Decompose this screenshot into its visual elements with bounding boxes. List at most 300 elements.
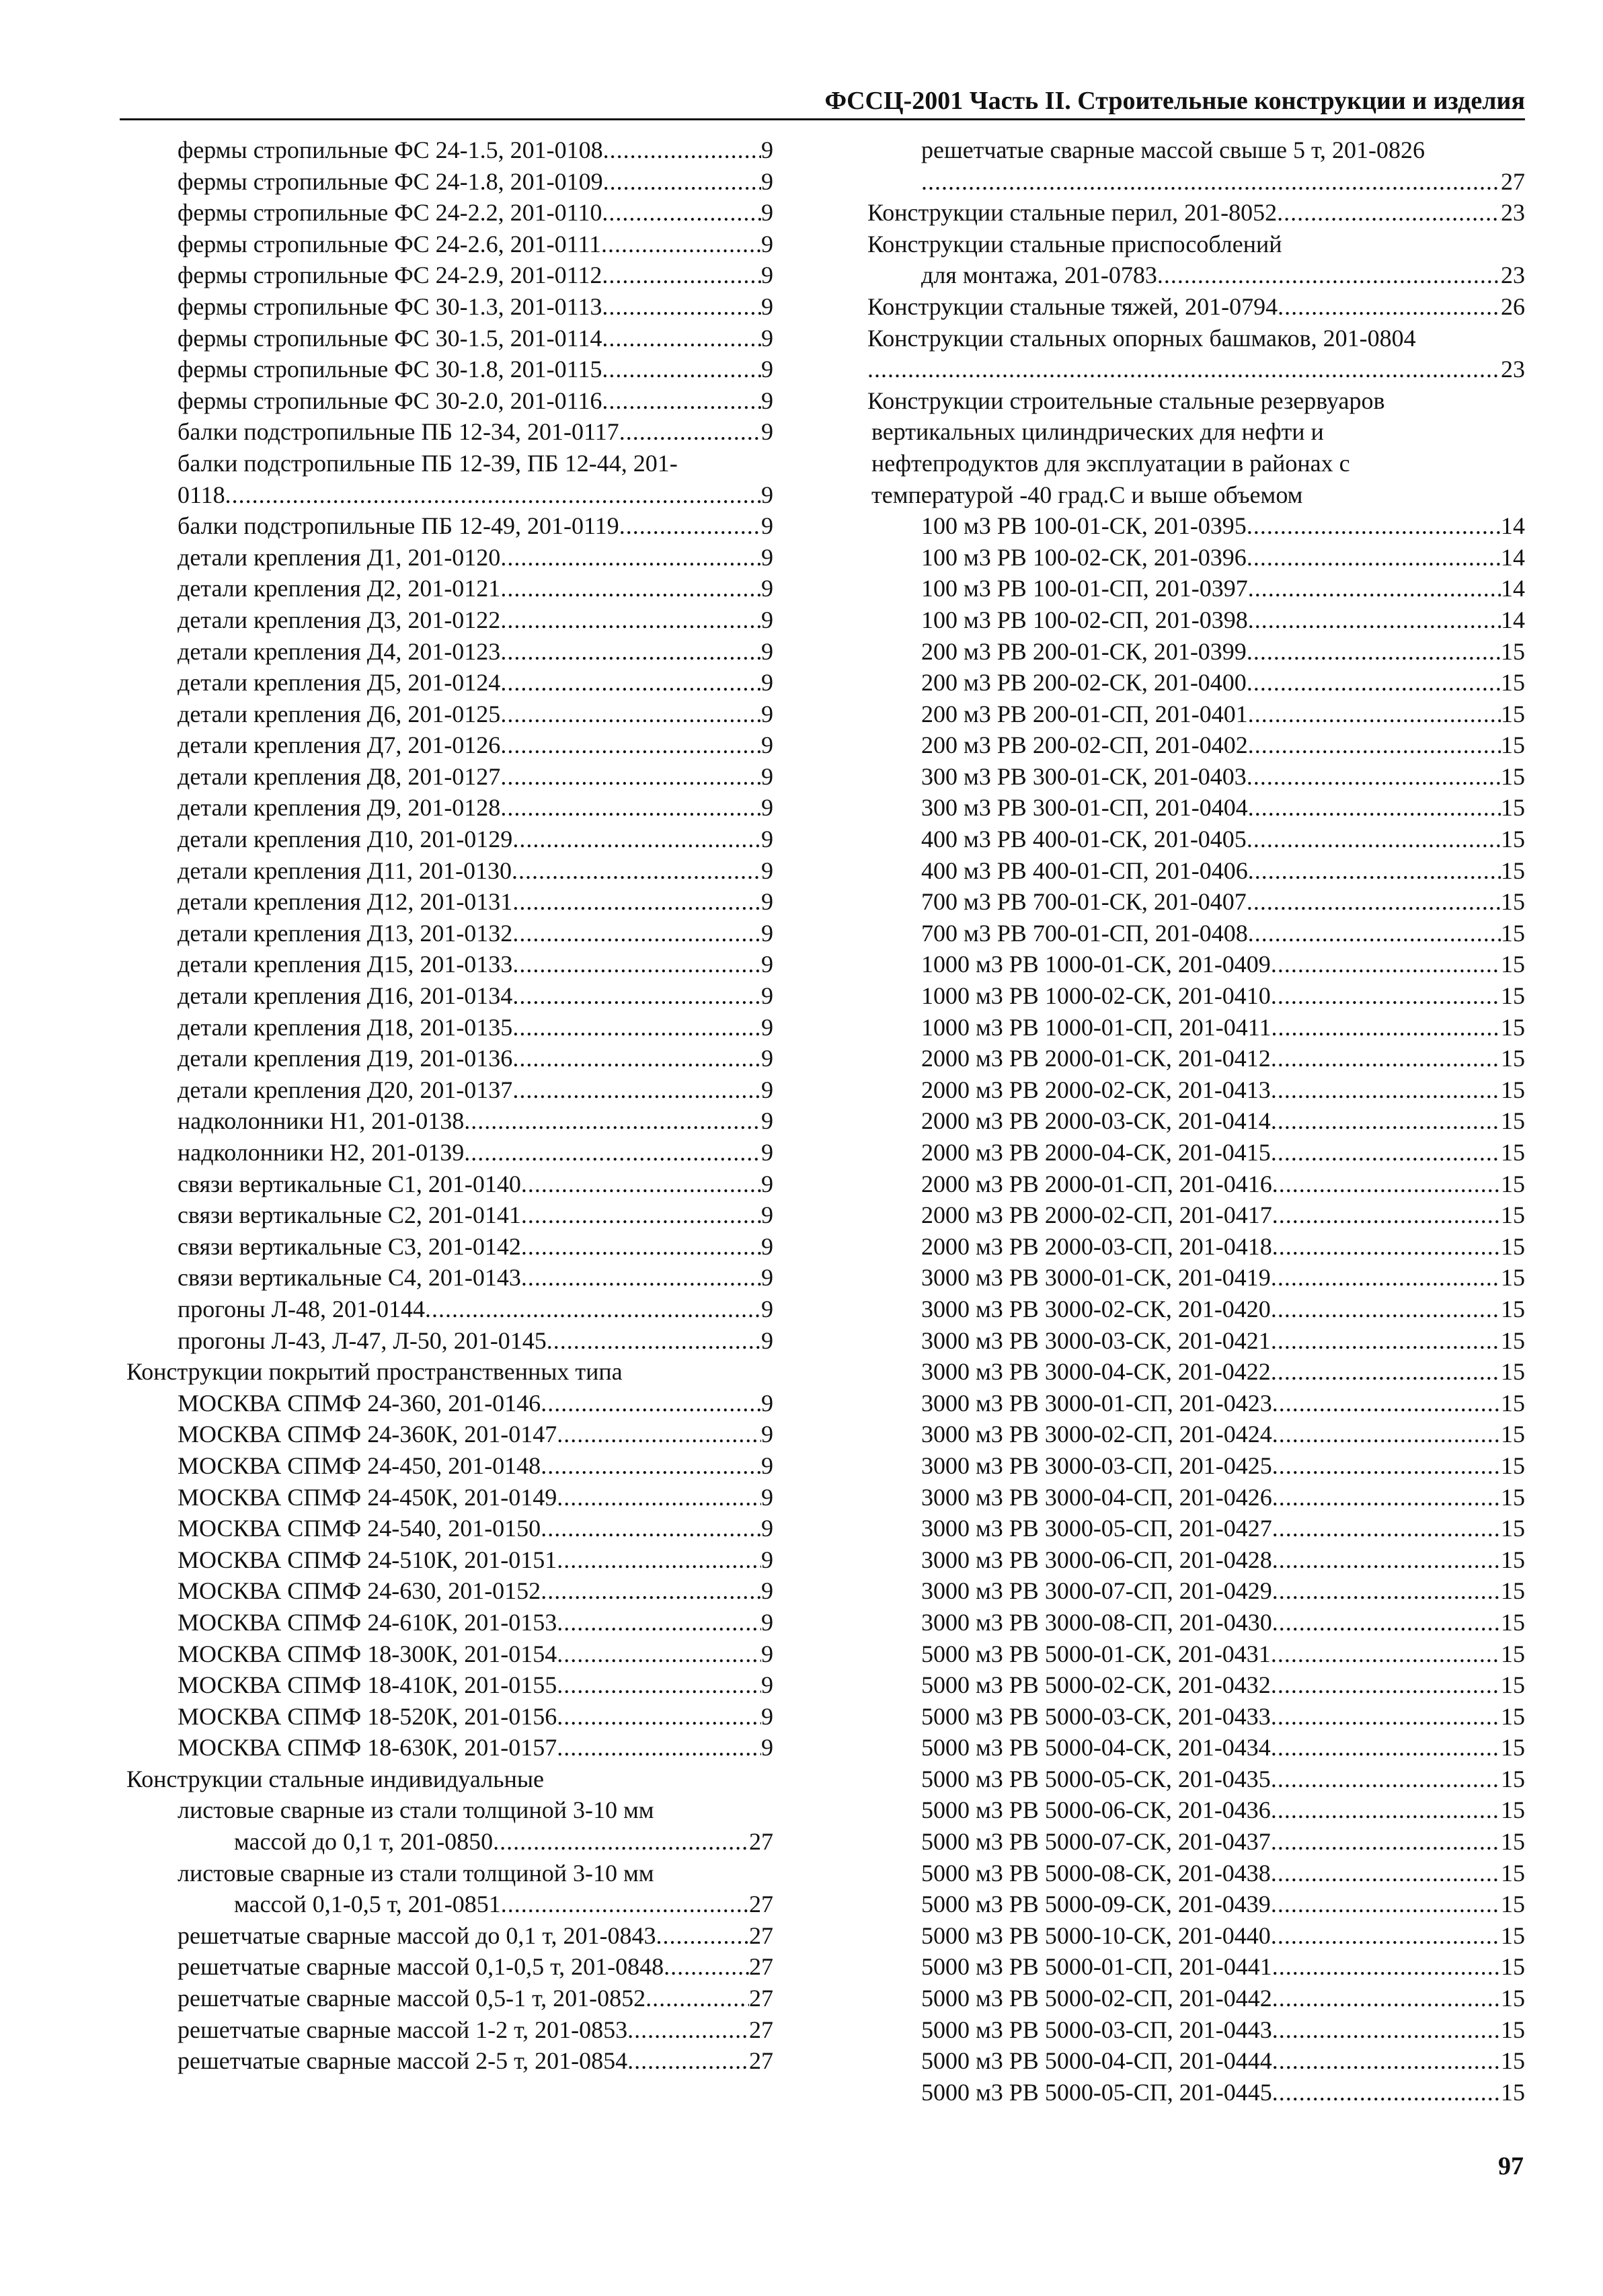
entry-text: 3000 м3 РВ 3000-07-СП, 201-0429 [921, 1577, 1272, 1605]
entry-text: 200 м3 РВ 200-02-СК, 201-0400 [921, 669, 1247, 697]
entry-page-number: 9 [761, 1702, 773, 1730]
dot-leader [512, 1043, 761, 1074]
entry-text: 200 м3 РВ 200-01-СП, 201-0401 [921, 700, 1248, 727]
entry-text: Конструкции строительные стальные резервуаров [867, 387, 1385, 414]
entry-page-number: 15 [1501, 1608, 1525, 1636]
entry-text: МОСКВА СПМФ 24-510К, 201-0151 [178, 1546, 557, 1573]
dot-leader [602, 354, 761, 385]
dot-leader [500, 761, 761, 793]
dot-leader [1271, 1012, 1501, 1043]
index-entry [867, 918, 1525, 949]
dot-leader [425, 1294, 761, 1325]
entry-text: детали крепления Д16, 201-0134 [178, 982, 513, 1010]
index-entry [126, 1137, 773, 1169]
dot-leader [1272, 1482, 1501, 1513]
entry-text: надколонники Н1, 201-0138 [178, 1107, 465, 1135]
dot-leader [1271, 1262, 1501, 1294]
entry-text: детали крепления Д5, 201-0124 [178, 669, 501, 697]
entry-page-number: 14 [1501, 575, 1525, 602]
index-entry [126, 1889, 773, 1920]
dot-leader [1271, 1920, 1501, 1952]
entry-text: 300 м3 РВ 300-01-СК, 201-0403 [921, 762, 1247, 790]
index-entry [867, 2045, 1525, 2077]
entry-page-number: 15 [1501, 1358, 1525, 1386]
dot-leader [1248, 729, 1501, 761]
entry-text: решетчатые сварные массой 0,5-1 т, 201-0852 [178, 1985, 646, 2012]
dot-leader [921, 166, 1501, 198]
entry-text: 100 м3 РВ 100-01-СК, 201-0395 [921, 512, 1247, 540]
entry-text: температурой -40 град.С и выше объемом [871, 481, 1303, 508]
entry-page-number: 9 [761, 136, 773, 163]
entry-text: 400 м3 РВ 400-01-СП, 201-0406 [921, 857, 1248, 884]
dot-leader [1271, 1137, 1501, 1169]
entry-page-number: 9 [761, 230, 773, 258]
entry-text: МОСКВА СПМФ 24-540, 201-0150 [178, 1515, 541, 1542]
entry-text: 2000 м3 РВ 2000-04-СК, 201-0415 [921, 1139, 1271, 1166]
dot-leader [557, 1419, 761, 1450]
dot-leader [500, 667, 761, 699]
dot-leader [602, 197, 761, 229]
entry-page-number: 15 [1501, 1232, 1525, 1260]
entry-page-number: 9 [761, 762, 773, 790]
entry-text: 100 м3 РВ 100-02-СП, 201-0398 [921, 606, 1248, 633]
index-entry [867, 2077, 1525, 2108]
entry-text: балки подстропильные ПБ 12-49, 201-0119 [178, 512, 619, 540]
header-rule [120, 118, 1525, 120]
entry-text: 3000 м3 РВ 3000-01-СП, 201-0423 [921, 1389, 1272, 1417]
entry-page-number: 9 [761, 951, 773, 978]
entry-text: 100 м3 РВ 100-01-СП, 201-0397 [921, 575, 1248, 602]
index-entry [867, 855, 1525, 887]
entry-page-number: 9 [761, 1546, 773, 1573]
index-entry [126, 729, 773, 761]
dot-leader [602, 385, 761, 417]
index-entry [126, 510, 773, 542]
entry-page-number: 15 [1501, 1045, 1525, 1072]
dot-leader [1248, 855, 1501, 887]
dot-leader [1272, 1575, 1501, 1607]
index-entry [867, 1732, 1525, 1764]
index-entry [867, 354, 1525, 385]
entry-text: 5000 м3 РВ 5000-01-СК, 201-0431 [921, 1640, 1271, 1667]
entry-text: детали крепления Д13, 201-0132 [178, 919, 513, 947]
index-entry [867, 416, 1525, 448]
index-column-left [126, 134, 773, 2077]
dot-leader [541, 1450, 761, 1482]
entry-page-number: 27 [1501, 167, 1525, 195]
entry-text: детали крепления Д2, 201-0121 [178, 575, 501, 602]
index-entry [126, 354, 773, 385]
dot-leader [1272, 1199, 1501, 1231]
index-entry [126, 1262, 773, 1294]
dot-leader [1272, 1951, 1501, 1983]
index-entry [867, 291, 1525, 323]
index-entry [867, 1450, 1525, 1482]
entry-text: детали крепления Д6, 201-0125 [178, 700, 501, 727]
entry-page-number: 15 [1501, 1671, 1525, 1699]
dot-leader [512, 1012, 761, 1043]
entry-text: детали крепления Д20, 201-0137 [178, 1076, 513, 1103]
entry-page-number: 14 [1501, 606, 1525, 633]
entry-text: МОСКВА СПМФ 18-410К, 201-0155 [178, 1671, 557, 1699]
entry-text: детали крепления Д15, 201-0133 [178, 951, 513, 978]
entry-text: детали крепления Д1, 201-0120 [178, 543, 501, 571]
index-entry [867, 1231, 1525, 1263]
index-entry [126, 385, 773, 417]
entry-text: 3000 м3 РВ 3000-03-СК, 201-0421 [921, 1327, 1271, 1354]
dot-leader [521, 1231, 761, 1263]
entry-page-number: 9 [761, 1389, 773, 1417]
entry-page-number: 26 [1501, 292, 1525, 320]
entry-page-number: 9 [761, 700, 773, 727]
index-entry [126, 291, 773, 323]
dot-leader [464, 1137, 761, 1169]
entry-text: связи вертикальные С4, 201-0143 [178, 1264, 521, 1292]
entry-text: нефтепродуктов для эксплуатации в районах с [871, 449, 1350, 477]
dot-leader [1248, 573, 1501, 604]
index-entry [126, 980, 773, 1012]
index-entry [126, 323, 773, 354]
entry-page-number: 9 [761, 356, 773, 383]
index-entry [867, 1764, 1525, 1795]
index-entry [126, 1482, 773, 1513]
entry-text: решетчатые сварные массой 1-2 т, 201-0853 [178, 2016, 628, 2043]
index-entry [867, 229, 1525, 260]
index-entry [126, 604, 773, 636]
index-entry [126, 1043, 773, 1074]
entry-text: прогоны Л-48, 201-0144 [178, 1295, 425, 1322]
entry-page-number: 9 [761, 1734, 773, 1761]
index-entry [867, 323, 1525, 354]
entry-page-number: 9 [761, 1139, 773, 1166]
dot-leader [464, 1105, 761, 1137]
entry-text: фермы стропильные ФС 30-2.0, 201-0116 [178, 387, 602, 414]
entry-page-number: 9 [761, 1170, 773, 1197]
entry-text: Конструкции стальные приспособлений [867, 230, 1282, 258]
entry-text: 5000 м3 РВ 5000-10-СК, 201-0440 [921, 1922, 1271, 1949]
dot-leader [1271, 1794, 1501, 1826]
entry-page-number: 15 [1501, 2047, 1525, 2075]
dot-leader [1272, 1544, 1501, 1576]
index-entry [126, 761, 773, 793]
dot-leader [1271, 1764, 1501, 1795]
entry-text: листовые сварные из стали толщиной 3-10 мм [178, 1796, 654, 1824]
dot-leader [1272, 2077, 1501, 2108]
index-entry [867, 1105, 1525, 1137]
entry-text: фермы стропильные ФС 30-1.5, 201-0114 [178, 324, 602, 352]
entry-text: 5000 м3 РВ 5000-02-СК, 201-0432 [921, 1671, 1271, 1699]
index-entry [867, 166, 1525, 198]
entry-text: 3000 м3 РВ 3000-06-СП, 201-0428 [921, 1546, 1272, 1573]
dot-leader [557, 1544, 761, 1576]
entry-text: МОСКВА СПМФ 18-300К, 201-0154 [178, 1640, 557, 1667]
entry-page-number: 15 [1501, 1452, 1525, 1479]
dot-leader [627, 2014, 749, 2046]
entry-page-number: 9 [761, 387, 773, 414]
dot-leader [1278, 291, 1501, 323]
index-entry [126, 573, 773, 604]
entry-page-number: 15 [1501, 762, 1525, 790]
entry-page-number: 9 [761, 324, 773, 352]
index-entry [867, 792, 1525, 824]
entry-page-number: 15 [1501, 700, 1525, 727]
index-entry [126, 1356, 773, 1388]
dot-leader [1277, 197, 1501, 229]
entry-page-number: 9 [761, 1577, 773, 1605]
entry-page-number: 15 [1501, 1295, 1525, 1322]
index-entry [867, 510, 1525, 542]
dot-leader [512, 855, 761, 887]
entry-page-number: 9 [761, 292, 773, 320]
index-entry [867, 604, 1525, 636]
index-entry [126, 1544, 773, 1576]
entry-page-number: 9 [761, 575, 773, 602]
index-entry [126, 542, 773, 573]
entry-page-number: 15 [1501, 669, 1525, 697]
dot-leader [521, 1199, 761, 1231]
entry-text: листовые сварные из стали толщиной 3-10 мм [178, 1859, 654, 1887]
index-entry [126, 134, 773, 166]
entry-text: 2000 м3 РВ 2000-02-СП, 201-0417 [921, 1201, 1272, 1229]
entry-text: 5000 м3 РВ 5000-06-СК, 201-0436 [921, 1796, 1271, 1824]
entry-text: детали крепления Д18, 201-0135 [178, 1013, 513, 1041]
index-entry [126, 229, 773, 260]
dot-leader [602, 323, 761, 354]
dot-leader [1272, 1450, 1501, 1482]
dot-leader [541, 1513, 761, 1544]
dot-leader [1272, 1388, 1501, 1419]
entry-page-number: 9 [761, 826, 773, 853]
dot-leader [619, 416, 761, 448]
index-entry [867, 1701, 1525, 1733]
entry-text: 700 м3 РВ 700-01-СП, 201-0408 [921, 919, 1248, 947]
entry-text: 200 м3 РВ 200-02-СП, 201-0402 [921, 731, 1248, 759]
entry-text: массой до 0,1 т, 201-0850 [234, 1828, 494, 1856]
index-entry [126, 1388, 773, 1419]
index-entry [126, 1638, 773, 1670]
entry-page-number: 9 [761, 857, 773, 884]
entry-text: связи вертикальные С2, 201-0141 [178, 1201, 521, 1229]
entry-page-number: 14 [1501, 543, 1525, 571]
entry-text: 5000 м3 РВ 5000-05-СП, 201-0445 [921, 2078, 1272, 2106]
entry-page-number: 15 [1501, 1421, 1525, 1448]
entry-page-number: 15 [1501, 2016, 1525, 2043]
index-entry [867, 1043, 1525, 1074]
entry-page-number: 15 [1501, 826, 1525, 853]
entry-text: 2000 м3 РВ 2000-03-СК, 201-0414 [921, 1107, 1271, 1135]
index-entry [126, 636, 773, 668]
index-entry [867, 260, 1525, 291]
entry-page-number: 15 [1501, 1013, 1525, 1041]
entry-text: Конструкции стальные индивидуальные [126, 1765, 545, 1792]
entry-page-number: 15 [1501, 1765, 1525, 1792]
entry-page-number: 9 [761, 794, 773, 822]
dot-leader [1271, 1732, 1501, 1764]
entry-page-number: 27 [749, 1891, 773, 1918]
entry-page-number: 9 [761, 1452, 773, 1479]
dot-leader [512, 1074, 761, 1106]
index-entry [867, 699, 1525, 730]
dot-leader [603, 134, 761, 166]
entry-text: 100 м3 РВ 100-02-СК, 201-0396 [921, 543, 1247, 571]
dot-leader [1247, 761, 1501, 793]
entry-page-number: 9 [761, 1201, 773, 1229]
index-entry [126, 949, 773, 980]
entry-page-number: 9 [761, 418, 773, 446]
index-entry [126, 479, 773, 511]
dot-leader [1247, 886, 1501, 918]
dot-leader [1271, 980, 1501, 1012]
entry-text: МОСКВА СПМФ 24-610К, 201-0153 [178, 1608, 557, 1636]
dot-leader [541, 1388, 761, 1419]
entry-page-number: 9 [761, 1327, 773, 1354]
entry-text: 2000 м3 РВ 2000-02-СК, 201-0413 [921, 1076, 1271, 1103]
entry-page-number: 27 [749, 1922, 773, 1949]
entry-page-number: 14 [1501, 512, 1525, 540]
index-entry [126, 1074, 773, 1106]
entry-page-number: 15 [1501, 637, 1525, 665]
index-entry [867, 197, 1525, 229]
index-entry [867, 1482, 1525, 1513]
index-entry [867, 1012, 1525, 1043]
index-entry [126, 1607, 773, 1638]
entry-text: 300 м3 РВ 300-01-СП, 201-0404 [921, 794, 1248, 822]
entry-page-number: 9 [761, 982, 773, 1010]
index-entry [867, 949, 1525, 980]
index-entry [126, 1669, 773, 1701]
entry-text: 3000 м3 РВ 3000-02-СП, 201-0424 [921, 1421, 1272, 1448]
index-entry [126, 1764, 773, 1795]
index-entry [126, 1513, 773, 1544]
entry-text: 0118 [178, 481, 225, 508]
index-entry [867, 1638, 1525, 1670]
index-entry [867, 1575, 1525, 1607]
dot-leader [1271, 1889, 1501, 1920]
dot-leader [1271, 1701, 1501, 1733]
entry-text: фермы стропильные ФС 24-2.9, 201-0112 [178, 262, 602, 289]
dot-leader [557, 1701, 761, 1733]
entry-text: детали крепления Д11, 201-0130 [178, 857, 512, 884]
entry-text: 200 м3 РВ 200-01-СК, 201-0399 [921, 637, 1247, 665]
dot-leader [1247, 542, 1501, 573]
dot-leader [1247, 636, 1501, 668]
index-entry [126, 166, 773, 198]
entry-page-number: 15 [1501, 1953, 1525, 1981]
index-entry [867, 729, 1525, 761]
index-entry [867, 1137, 1525, 1169]
entry-page-number: 9 [761, 919, 773, 947]
entry-page-number: 15 [1501, 731, 1525, 759]
entry-text: Конструкции покрытий пространственных типа [126, 1358, 623, 1386]
index-entry [867, 1951, 1525, 1983]
entry-page-number: 9 [761, 637, 773, 665]
index-entry [867, 2014, 1525, 2046]
entry-text: детали крепления Д9, 201-0128 [178, 794, 501, 822]
index-entry [867, 448, 1525, 479]
entry-page-number: 15 [1501, 794, 1525, 822]
entry-page-number: 15 [1501, 1922, 1525, 1949]
entry-page-number: 27 [749, 1985, 773, 2012]
index-entry [126, 2014, 773, 2046]
index-entry [126, 1920, 773, 1952]
dot-leader [1271, 1356, 1501, 1388]
entry-text: фермы стропильные ФС 30-1.8, 201-0115 [178, 356, 602, 383]
entry-text: фермы стропильные ФС 24-1.8, 201-0109 [178, 167, 603, 195]
index-column-right [867, 134, 1525, 2108]
index-entry [126, 1794, 773, 1826]
index-entry [867, 1199, 1525, 1231]
entry-page-number: 15 [1501, 1734, 1525, 1761]
dot-leader [1271, 1669, 1501, 1701]
index-entry [126, 1199, 773, 1231]
entry-page-number: 9 [761, 481, 773, 508]
entry-text: детали крепления Д8, 201-0127 [178, 762, 501, 790]
index-entry [126, 1105, 773, 1137]
dot-leader [619, 510, 761, 542]
entry-text: МОСКВА СПМФ 18-630К, 201-0157 [178, 1734, 557, 1761]
entry-text: МОСКВА СПМФ 24-360К, 201-0147 [178, 1421, 557, 1448]
entry-text: детали крепления Д19, 201-0136 [178, 1045, 513, 1072]
entry-page-number: 9 [761, 1107, 773, 1135]
dot-leader [1247, 667, 1501, 699]
index-entry [867, 886, 1525, 918]
dot-leader [603, 166, 761, 198]
entry-page-number: 9 [761, 1671, 773, 1699]
index-entry [867, 667, 1525, 699]
running-header: ФССЦ-2001 Часть II. Строительные конструкции и изделия [824, 87, 1525, 115]
index-entry [867, 1325, 1525, 1357]
dot-leader [1271, 1826, 1501, 1858]
entry-text: 5000 м3 РВ 5000-03-СК, 201-0433 [921, 1702, 1271, 1730]
index-entry [126, 448, 773, 479]
dot-leader [1247, 510, 1501, 542]
index-entry [867, 1074, 1525, 1106]
entry-page-number: 23 [1501, 262, 1525, 289]
entry-page-number: 23 [1501, 356, 1525, 383]
dot-leader [646, 1983, 749, 2014]
entry-text: МОСКВА СПМФ 24-450К, 201-0149 [178, 1483, 557, 1511]
entry-page-number: 9 [761, 167, 773, 195]
entry-page-number: 9 [761, 1421, 773, 1448]
entry-text: 5000 м3 РВ 5000-04-СП, 201-0444 [921, 2047, 1272, 2075]
entry-page-number: 15 [1501, 1640, 1525, 1667]
index-entry [867, 573, 1525, 604]
entry-text: 3000 м3 РВ 3000-02-СК, 201-0420 [921, 1295, 1271, 1322]
index-entry [126, 1231, 773, 1263]
entry-text: 5000 м3 РВ 5000-02-СП, 201-0442 [921, 1985, 1272, 2012]
index-entry [126, 1858, 773, 1889]
entry-text: 5000 м3 РВ 5000-05-СК, 201-0435 [921, 1765, 1271, 1792]
index-entry [867, 1419, 1525, 1450]
dot-leader [1271, 1043, 1501, 1074]
entry-text: МОСКВА СПМФ 18-520К, 201-0156 [178, 1702, 557, 1730]
entry-page-number: 15 [1501, 919, 1525, 947]
index-entry [867, 1794, 1525, 1826]
index-entry [867, 1607, 1525, 1638]
dot-leader [225, 479, 761, 511]
entry-page-number: 15 [1501, 1702, 1525, 1730]
entry-page-number: 15 [1501, 1546, 1525, 1573]
dot-leader [512, 824, 761, 855]
entry-text: связи вертикальные С3, 201-0142 [178, 1232, 521, 1260]
index-entry [867, 1513, 1525, 1544]
entry-page-number: 9 [761, 543, 773, 571]
index-entry [126, 1983, 773, 2014]
entry-page-number: 9 [761, 1013, 773, 1041]
index-entry [867, 636, 1525, 668]
entry-text: прогоны Л-43, Л-47, Л-50, 201-0145 [178, 1327, 547, 1354]
entry-page-number: 9 [761, 1076, 773, 1103]
